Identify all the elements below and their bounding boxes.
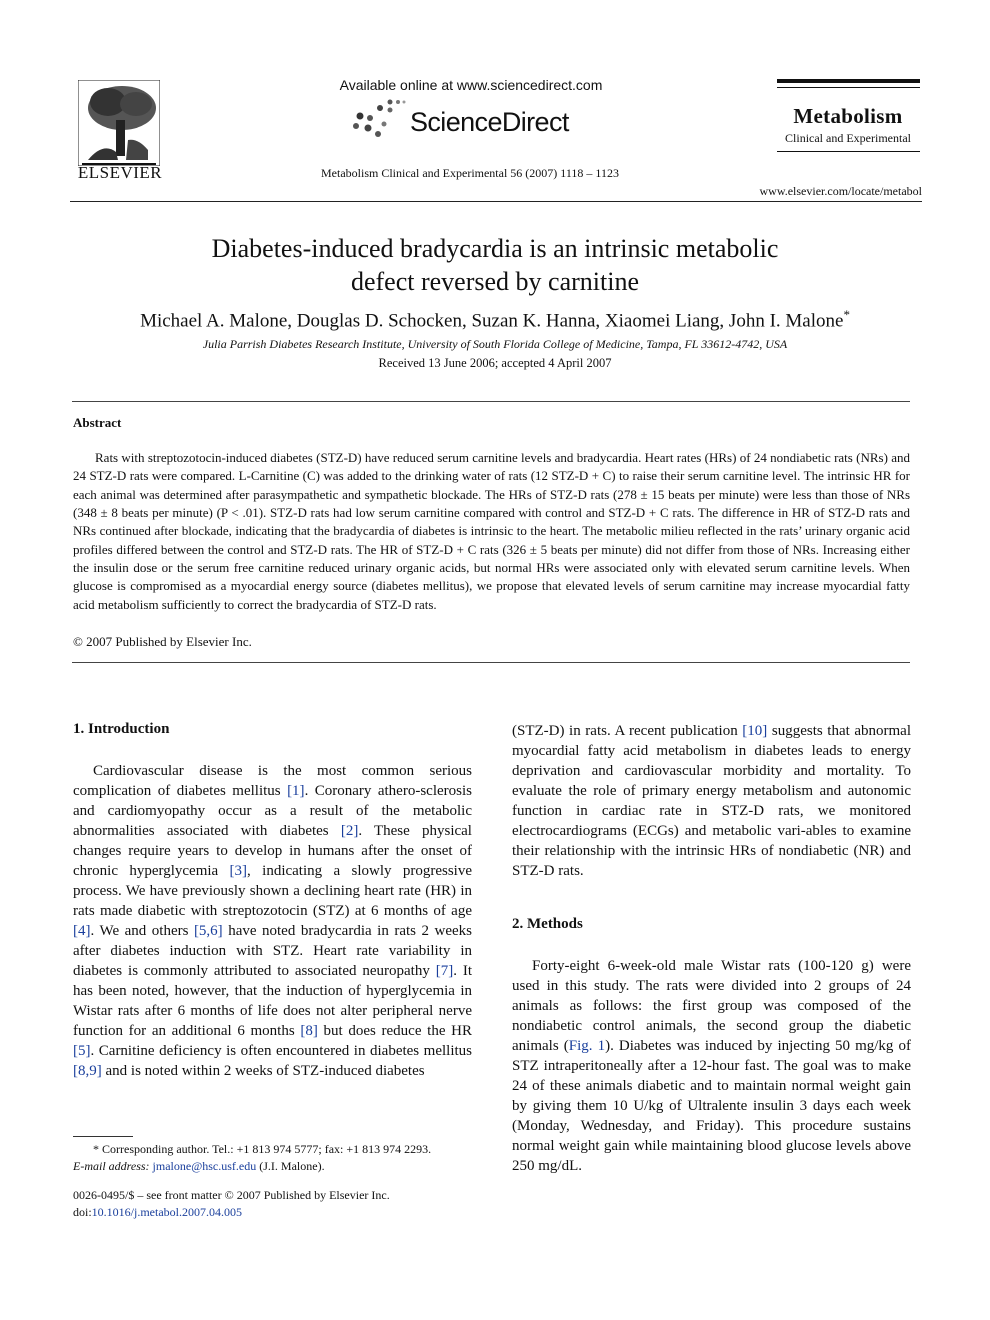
citation-link[interactable]: [4] — [73, 923, 91, 939]
title-line-2: defect reversed by carnitine — [350, 267, 639, 296]
title-line-1: Diabetes-induced bradycardia is an intrinsic metabolic — [211, 234, 779, 263]
figure-link[interactable]: Fig. 1 — [568, 1038, 606, 1054]
abstract-divider-top — [72, 401, 910, 402]
introduction-paragraph-continued: (STZ-D) in rats. A recent publication [10] suggests that abnormal myocardial fatty acid metabolism in diabetes leads to energy deprivation and cardiovascular morbidity and mortality. To evaluate the role of primary energy metabolism and autonomic function in cardiac rate in STZ-D rats, we monitored electrocardiograms (ECGs) and metabolic vari-ables to examine their relationship with the intrinsic HRs of nondiabetic (NR) and STZ-D rats. — [512, 723, 911, 879]
journal-logo-subtitle: Clinical and Experimental — [785, 131, 911, 145]
journal-logo-rule — [777, 87, 920, 88]
corresponding-author-footnote: * Corresponding author. Tel.: +1 813 974 5777; fax: +1 813 974 2293. E-mail address: jmalone@hsc.usf.edu (J.I. Malone). — [73, 1142, 432, 1173]
sciencedirect-dots-icon — [350, 98, 406, 138]
footnote-divider — [73, 1136, 133, 1137]
elsevier-tree-icon — [78, 80, 160, 166]
citation-link[interactable]: [5,6] — [193, 923, 223, 939]
journal-logo-rule — [777, 151, 920, 152]
paper-title — [90, 232, 900, 298]
section-heading-introduction: 1. Introduction — [73, 721, 170, 737]
abstract-divider-bottom — [72, 662, 910, 663]
journal-logo-rule — [777, 79, 920, 83]
journal-url-link[interactable]: www.elsevier.com/locate/metabol — [759, 184, 922, 198]
authors-text: Michael A. Malone, Douglas D. Schocken, Suzan K. Hanna, Xiaomei Liang, John I. Malone — [140, 310, 844, 332]
author-list — [40, 307, 950, 332]
citation-link[interactable]: [5] — [73, 1043, 91, 1059]
journal-citation: Metabolism Clinical and Experimental 56 (2007) 1118 – 1123 — [321, 166, 619, 180]
introduction-paragraph: Cardiovascular disease is the most common serious complication of diabetes mellitus [1]. Coronary athero-sclerosis and cardiomyopathy occur as a result of the metabolic abnormalities associated with diabetes [2]. These physical changes require years to develop in humans after the onset of chronic hyperglycemia [3], indicating a slowly progressive process. We have previously shown a declining heart rate (HR) in rats made diabetic with streptozotocin (STZ) at 6 months of age [4]. We and others [5,6] have noted bradycardia in rats 2 weeks after diabetes induction with STZ. Heart rate variability in diabetes is commonly attributed to associated neuropathy [7]. It has been noted, however, that the induction of hyperglycemia in Wistar rats after 6 months of life does not alter peripheral nerve function for an additional 6 months [8] but does reduce the HR [5]. Carnitine deficiency is often encountered in diabetes mellitus [8,9] and is noted within 2 weeks of STZ-induced diabetes — [73, 763, 473, 1079]
citation-link[interactable]: [2] — [340, 823, 359, 839]
citation-link[interactable]: [1] — [287, 783, 305, 799]
abstract-body: Rats with streptozotocin-induced diabetes (STZ-D) have reduced serum carnitine levels and bradycardia. Heart rates (HRs) of 24 nondiabetic rats (NRs) and 24 STZ-D rats were compared. L-Carnitine (C) was added to the drinking water of rats (12 STZ-D + C) to raise their serum carnitine level. The intrinsic HR for each animal was determined after parasympathetic and sympathetic blockade. The HRs of STZ-D rats (278 ± 15 beats per minute) were less than those of NRs (348 ± 8 beats per minute) (P < .01). STZ-D rats had low serum carnitine compared with control and STZ-D + C rats. The difference in HR of STZ-D rats and NRs continued after blockade, indicating that the bradycardia of diabetes is intrinsic to the heart. The metabolic milieu reflected in the rats’ urinary organic acid profiles differed between the control and STZ-D rats. The HR of STZ-D + C rats (326 ± 5 beats per minute) did not differ from those of NRs. Increasing either the insulin dose or the serum free carnitine reduced urinary organic acids, but normal HRs were associated only with elevated serum carnitine levels. When glucose is compromised as a myocardial energy source (diabetes mellitus), we propose that elevated levels of serum carnitine may increase myocardial fatty acid metabolism sufficiently to correct the bradycardia of STZ-D rats. — [73, 450, 910, 612]
issn-line: 0026-0495/$ – see front matter © 2007 Published by Elsevier Inc. — [73, 1188, 390, 1202]
received-dates: Received 13 June 2006; accepted 4 April 2007 — [378, 356, 612, 370]
elsevier-wordmark: ELSEVIER — [77, 163, 163, 182]
citation-link[interactable]: [3] — [229, 863, 248, 879]
methods-paragraph: Forty-eight 6-week-old male Wistar rats (100-120 g) were used in this study. The rats were divided into 2 groups of 24 animals as follows: the first group was composed of the nondiabetic control animals, the second group the diabetic animals (Fig. 1). Diabetes was induced by injecting 50 mg/kg of STZ intraperitoneally after a 12-hour fast. The goal was to make 24 of these animals diabetic and to maintain normal weight gain by giving them 10 U/kg of Ultralente insulin 3 days each week (Monday, Wednesday, and Friday). This procedure sustains normal weight gain while maintaining blood glucose levels above 250 mg/dL. — [512, 958, 912, 1174]
corresponding-author-mark[interactable]: * — [843, 307, 850, 322]
abstract-heading: Abstract — [73, 415, 122, 430]
email-link[interactable]: jmalone@hsc.usf.edu — [152, 1159, 257, 1173]
sciencedirect-wordmark: ScienceDirect — [410, 107, 569, 137]
citation-link[interactable]: [10] — [742, 723, 768, 739]
citation-link[interactable]: [7] — [435, 963, 454, 979]
section-heading-methods: 2. Methods — [512, 916, 583, 932]
available-online-text: Available online at www.sciencedirect.com — [339, 77, 603, 93]
email-label: E-mail address: — [73, 1159, 150, 1173]
citation-link[interactable]: [8] — [300, 1023, 318, 1039]
front-matter: 0026-0495/$ – see front matter © 2007 Published by Elsevier Inc. doi:10.1016/j.metabol.2007.04.005 — [73, 1188, 390, 1219]
abstract-copyright: © 2007 Published by Elsevier Inc. — [73, 634, 252, 649]
doi-link[interactable]: 10.1016/j.metabol.2007.04.005 — [91, 1205, 242, 1219]
journal-logo-title: Metabolism — [793, 104, 903, 128]
affiliation: Julia Parrish Diabetes Research Institute, University of South Florida College of Medicine, Tampa, FL 33612-4742, USA — [202, 337, 788, 351]
citation-link[interactable]: [8,9] — [73, 1063, 102, 1079]
header-divider — [70, 201, 922, 202]
